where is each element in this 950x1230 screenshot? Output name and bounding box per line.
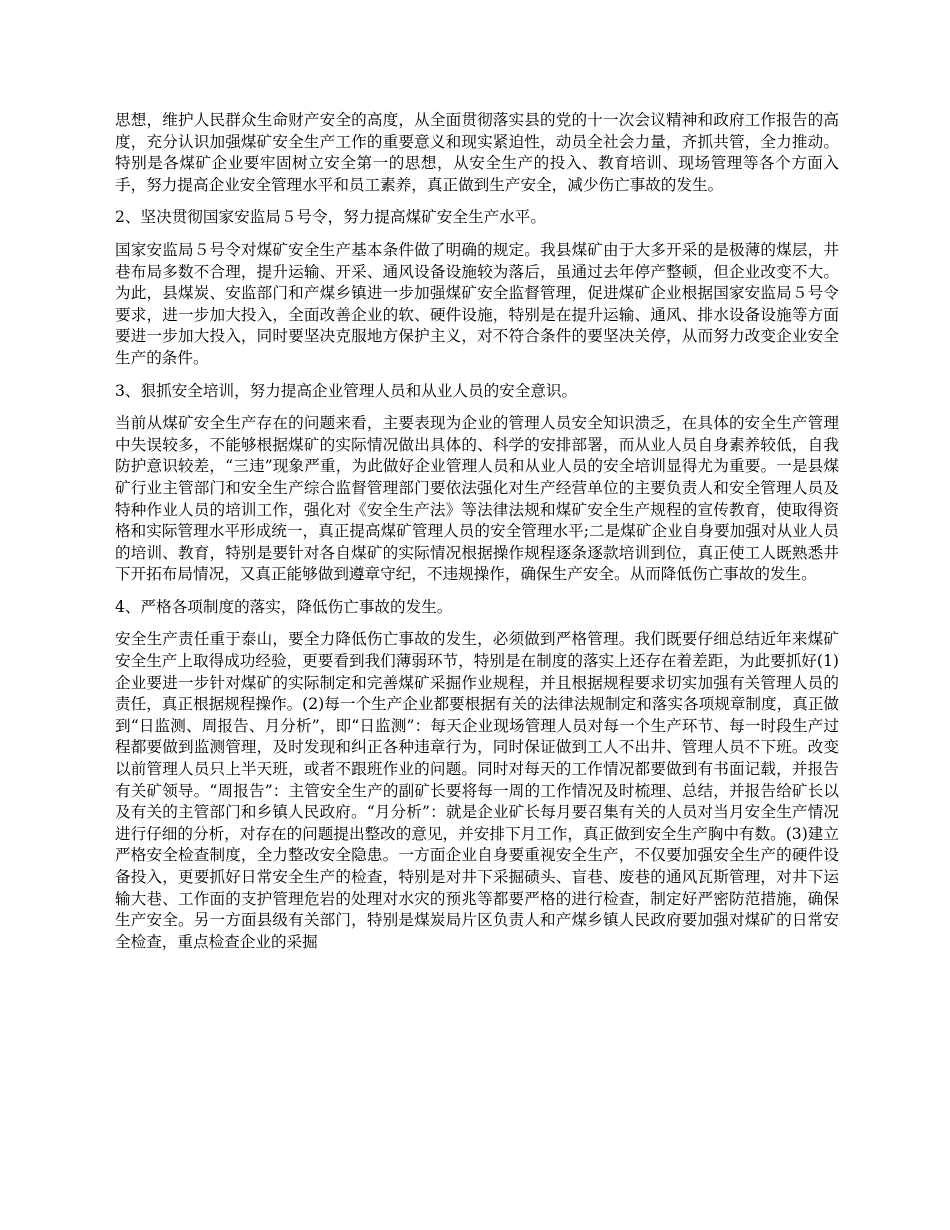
document-body xyxy=(115,110,839,964)
section-heading-4: 4、严格各项制度的落实，降低伤亡事故的发生。 xyxy=(115,597,453,616)
paragraph-2: 国家安监局５号令对煤矿安全生产基本条件做了明确的规定。我县煤矿由于大多开采的是极薄的煤层，井巷布局多数不合理，提升运输、开采、通风设备设施较为落后，虽通过去年停产整顿，但企业改变不大。为此，县煤炭、安监部门和产煤乡镇进一步加强煤矿安全监督管理，促进煤矿企业根据国家安监局５号令要求，进一步加大投入，全面改善企业的软、硬件设施，特别是在提升运输、通风、排水设备设施等方面要进一步加大投入，同时要坚决克服地方保护主义，对不符合条件的要坚决关停，从而努力改变企业安全生产的条件。 xyxy=(115,240,839,367)
paragraph-3: 当前从煤矿安全生产存在的问题来看，主要表现为企业的管理人员安全知识溃乏，在具体的安全生产管理中失误较多，不能够根据煤矿的实际情况做出具体的、科学的安排部署，而从业人员自身素养较低，自我防护意识较差，“三违”现象严重，为此做好企业管理人员和从业人员的安全培训显得尤为重要。一是县煤矿行业主管部门和安全生产综合监督管理部门要依法强化对生产经营单位的主要负责人和安全管理人员及特种作业人员的培训工作，强化对《安全生产法》等法律法规和煤矿安全生产规程的宣传教育，使取得资格和实际管理水平形成统一，真正提高煤矿管理人员的安全管理水平;二是煤矿企业自身要加强对从业人员的培训、教育，特别是要针对各自煤矿的实际情况根据操作规程逐条逐款培训到位，真正使工人既熟悉井下开拓布局情况，又真正能够做到遵章守纪，不违规操作，确保生产安全。从而降低伤亡事故的发生。 xyxy=(115,414,839,584)
section-heading-3: 3、狠抓安全培训，努力提高企业管理人员和从业人员的安全意识。 xyxy=(115,381,578,400)
paragraph-4: 安全生产责任重于泰山，要全力降低伤亡事故的发生，必须做到严格管理。我们既要仔细总结近年来煤矿安全生产上取得成功经验，更要看到我们薄弱环节，特别是在制度的落实上还存在着差距，为此要抓好(1)企业要进一步针对煤矿的实际制定和完善煤矿采掘作业规程，并且根据规程要求切实加强有关管理人员的责任，真正根据规程操作。(2)每一个生产企业都要根据有关的法律法规制定和落实各项规章制度，真正做到“日监测、周报告、月分析”，即“日监测”：每天企业现场管理人员对每一个生产环节、每一时段生产过程都要做到监测管理，及时发现和纠正各种违章行为，同时保证做到工人不出井、管理人员不下班。改变以前管理人员只上半天班，或者不跟班作业的问题。同时对每天的工作情况都要做到有书面记载，并报告有关矿领导。“周报告”：主管安全生产的副矿长要将每一周的工作情况及时梳理、总结，并报告给矿长以及有关的主管部门和乡镇人民政府。“月分析”：就是企业矿长每月要召集有关的人员对当月安全生产情况进行仔细的分析，对存在的问题提出整改的意见，并安排下月工作，真正做到安全生产胸中有数。(3)建立严格安全检查制度，全力整改安全隐患。一方面企业自身要重视安全生产，不仅要加强安全生产的硬件设备投入，更要抓好日常安全生产的检查，特别是对井下采掘碛头、盲巷、废巷的通风瓦斯管理，对井下运输大巷、工作面的支护管理危岩的处理对水灾的预兆等都要严格的进行检查，制定好严密防范措施，确保生产安全。另一方面县级有关部门，特别是煤炭局片区负责人和产煤乡镇人民政府要加强对煤矿的日常安全检查，重点检查企业的采掘 xyxy=(115,630,839,951)
paragraph-1: 思想，维护人民群众生命财产安全的高度，从全面贯彻落实县的党的十一次会议精神和政府工作报告的高度，充分认识加强煤矿安全生产工作的重要意义和现实紧迫性，动员全社会力量，齐抓共管，全力推动。特别是各煤矿企业要牢固树立安全第一的思想，从安全生产的投入、教育培训、现场管理等各个方面入手，努力提高企业安全管理水平和员工素养，真正做到生产安全，减少伤亡事故的发生。 xyxy=(115,111,839,194)
section-heading-2: 2、坚决贯彻国家安监局５号令，努力提高煤矿安全生产水平。 xyxy=(115,208,546,227)
